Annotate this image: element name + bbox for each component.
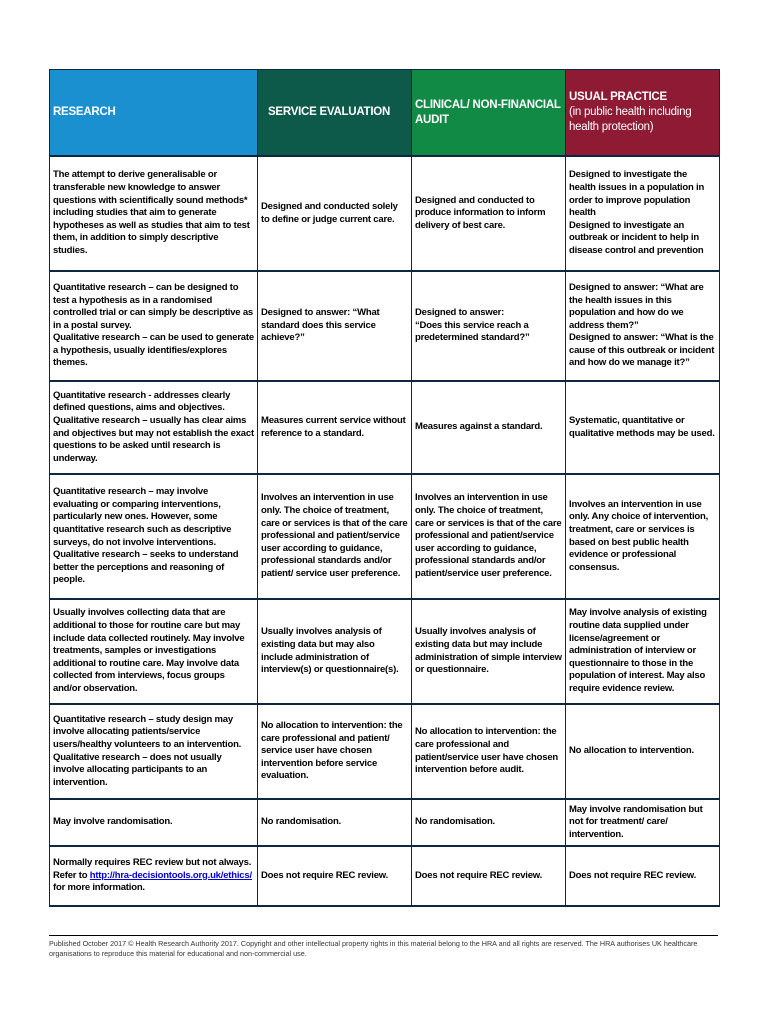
cell-service [258, 381, 412, 474]
cell-audit [412, 156, 566, 271]
cell-usual [566, 156, 720, 271]
cell-text: No randomisation. [415, 816, 495, 828]
cell-text: Involves an intervention in use only. The choice of treatment, care or services is that of the care professional and patient/service user according to guidance, professional standards and/or patient/service user preference. [415, 492, 562, 579]
cell-text: “Does this service reach a predetermined standard?” [415, 319, 530, 344]
cell-text: Qualitative research – usually has clear aims and objectives but may not establish the exact questions to be asked until research is underway. [53, 414, 254, 464]
header-usual-practice-subtitle: (in public health including health protection) [569, 106, 692, 133]
header-service-evaluation: SERVICE EVALUATION [258, 70, 412, 157]
cell-text: May involve analysis of existing routine data supplied under license/agreement or administration of interview or questionnaire to those in the population of interest. May also require evidence review. [569, 607, 707, 694]
ethics-decision-tool-link[interactable]: http://hra-decisiontools.org.uk/ethics/ [89, 869, 252, 881]
header-clinical-audit: CLINICAL/ NON-FINANCIAL AUDIT [412, 70, 566, 157]
cell-text: Designed to answer: “What standard does this service achieve?” [261, 307, 380, 344]
cell-research [50, 704, 258, 799]
cell-text: Involves an intervention in use only. The choice of treatment, care or services is that of the care professional and patient/service user according to guidance, professional standards and/or patient/ service user preference. [261, 492, 408, 579]
cell-audit [412, 271, 566, 381]
cell-audit: Does not require REC review. [412, 846, 566, 906]
cell-text: The attempt to derive generalisable or transferable new knowledge to answer questions with scientifically sound methods* including studies that aim to generate hypotheses as well as studies that aim to test them, in addition to simply descriptive studies. [53, 169, 250, 256]
table-row [50, 381, 720, 474]
cell-usual [566, 599, 720, 704]
cell-audit [412, 704, 566, 799]
cell-service [258, 271, 412, 381]
cell-text: Usually involves analysis of existing data but may also include administration of interview(s) or questionnaire(s). [261, 626, 399, 676]
cell-audit [412, 474, 566, 599]
table-row [50, 704, 720, 799]
table-row [50, 474, 720, 599]
footer-divider [49, 935, 718, 936]
cell-text: Designed to answer: “What is the cause of this outbreak or incident and how do we manage it?” [569, 332, 715, 369]
cell-research [50, 799, 258, 846]
cell-service [258, 156, 412, 271]
table-row-rec-review [50, 846, 720, 906]
cell-text: May involve randomisation. [53, 816, 173, 828]
cell-text: Usually involves collecting data that are additional to those for routine care but may include data collected routinely. May involve treatments, samples or investigations additional to routine care. May involve data collected from interviews, focus groups and/or observation. [53, 607, 245, 694]
cell-research [50, 846, 258, 906]
cell-usual [566, 799, 720, 846]
cell-usual [566, 271, 720, 381]
cell-service [258, 704, 412, 799]
cell-text: No randomisation. [261, 816, 341, 828]
comparison-table [49, 69, 720, 907]
cell-text: Qualitative research – can be used to generate a hypothesis, usually identifies/explores themes. [53, 332, 254, 369]
cell-text: No allocation to intervention: the care professional and patient/service user have chosen intervention before audit. [415, 726, 559, 776]
cell-text: Measures against a standard. [415, 421, 543, 433]
header-row [50, 70, 720, 157]
cell-text: Usually involves analysis of existing data but may include administration of simple interview or questionnaire. [415, 626, 562, 676]
cell-text: May involve randomisation but not for treatment/ care/ intervention. [569, 803, 703, 840]
cell-research [50, 474, 258, 599]
cell-text: Designed and conducted solely to define or judge current care. [261, 200, 398, 225]
cell-text: Quantitative research - addresses clearly defined questions, aims and objectives. [53, 389, 231, 414]
cell-text: Designed to investigate the health issues in a population in order to improve population health [569, 169, 705, 219]
cell-text: Quantitative research – can be designed to test a hypothesis as in a randomised controlled trial or can simply be descriptive as in a postal survey. [53, 281, 253, 331]
copyright-footer: Published October 2017 © Health Research Authority 2017. Copyright and other intellectual property rights in this material belong to the HRA and all rights are reserved. The HRA authorises UK healthcare organisations to reproduce this material for educational and non-commercial use. [49, 939, 698, 958]
cell-text: Qualitative research – does not usually involve allocating participants to an intervention. [53, 751, 222, 788]
cell-service [258, 599, 412, 704]
cell-text: No allocation to intervention: the care professional and patient/ service user have chosen intervention before service evaluation. [261, 720, 403, 782]
table-row [50, 799, 720, 846]
cell-text: Quantitative research – may involve evaluating or comparing interventions, particularly new ones. However, some quantitative research such as descriptive surveys, do not involve interventions. [53, 486, 232, 548]
cell-text: Designed and conducted to produce information to inform delivery of best care. [415, 194, 546, 231]
cell-usual [566, 474, 720, 599]
cell-text: Involves an intervention in use only. Any choice of intervention, treatment, care or services is based on best public health evidence or professional consensus. [569, 498, 709, 573]
cell-text: Qualitative research – seeks to understand better the perceptions and reasoning of people. [53, 549, 239, 586]
table-body [50, 156, 720, 906]
cell-usual [566, 704, 720, 799]
cell-research [50, 381, 258, 474]
cell-research [50, 599, 258, 704]
cell-text: Designed to investigate an outbreak or incident to help in disease control and prevention [569, 219, 704, 256]
header-usual-practice-title: USUAL PRACTICE [569, 91, 667, 103]
header-usual-practice [566, 70, 720, 157]
cell-service [258, 474, 412, 599]
rec-review-text-end: for more information. [53, 882, 145, 894]
cell-research [50, 271, 258, 381]
cell-audit [412, 599, 566, 704]
table-row [50, 156, 720, 271]
table-row [50, 599, 720, 704]
cell-audit [412, 799, 566, 846]
cell-text: Measures current service without reference to a standard. [261, 414, 406, 439]
rec-review-text: Normally requires REC review but not always. Refer to [53, 857, 252, 881]
cell-research [50, 156, 258, 271]
cell-text: Designed to answer: “What are the health issues in this population and how do we address them?” [569, 281, 704, 331]
cell-service [258, 799, 412, 846]
table-row [50, 271, 720, 381]
cell-text: No allocation to intervention. [569, 745, 694, 757]
cell-usual [566, 381, 720, 474]
cell-usual: Does not require REC review. [566, 846, 720, 906]
cell-service: Does not require REC review. [258, 846, 412, 906]
cell-text: Designed to answer: [415, 307, 505, 319]
header-research: RESEARCH [50, 70, 258, 157]
cell-text: Systematic, quantitative or qualitative methods may be used. [569, 414, 715, 439]
cell-audit [412, 381, 566, 474]
cell-text: Quantitative research – study design may involve allocating patients/service users/healthy volunteers to an intervention. [53, 713, 242, 750]
